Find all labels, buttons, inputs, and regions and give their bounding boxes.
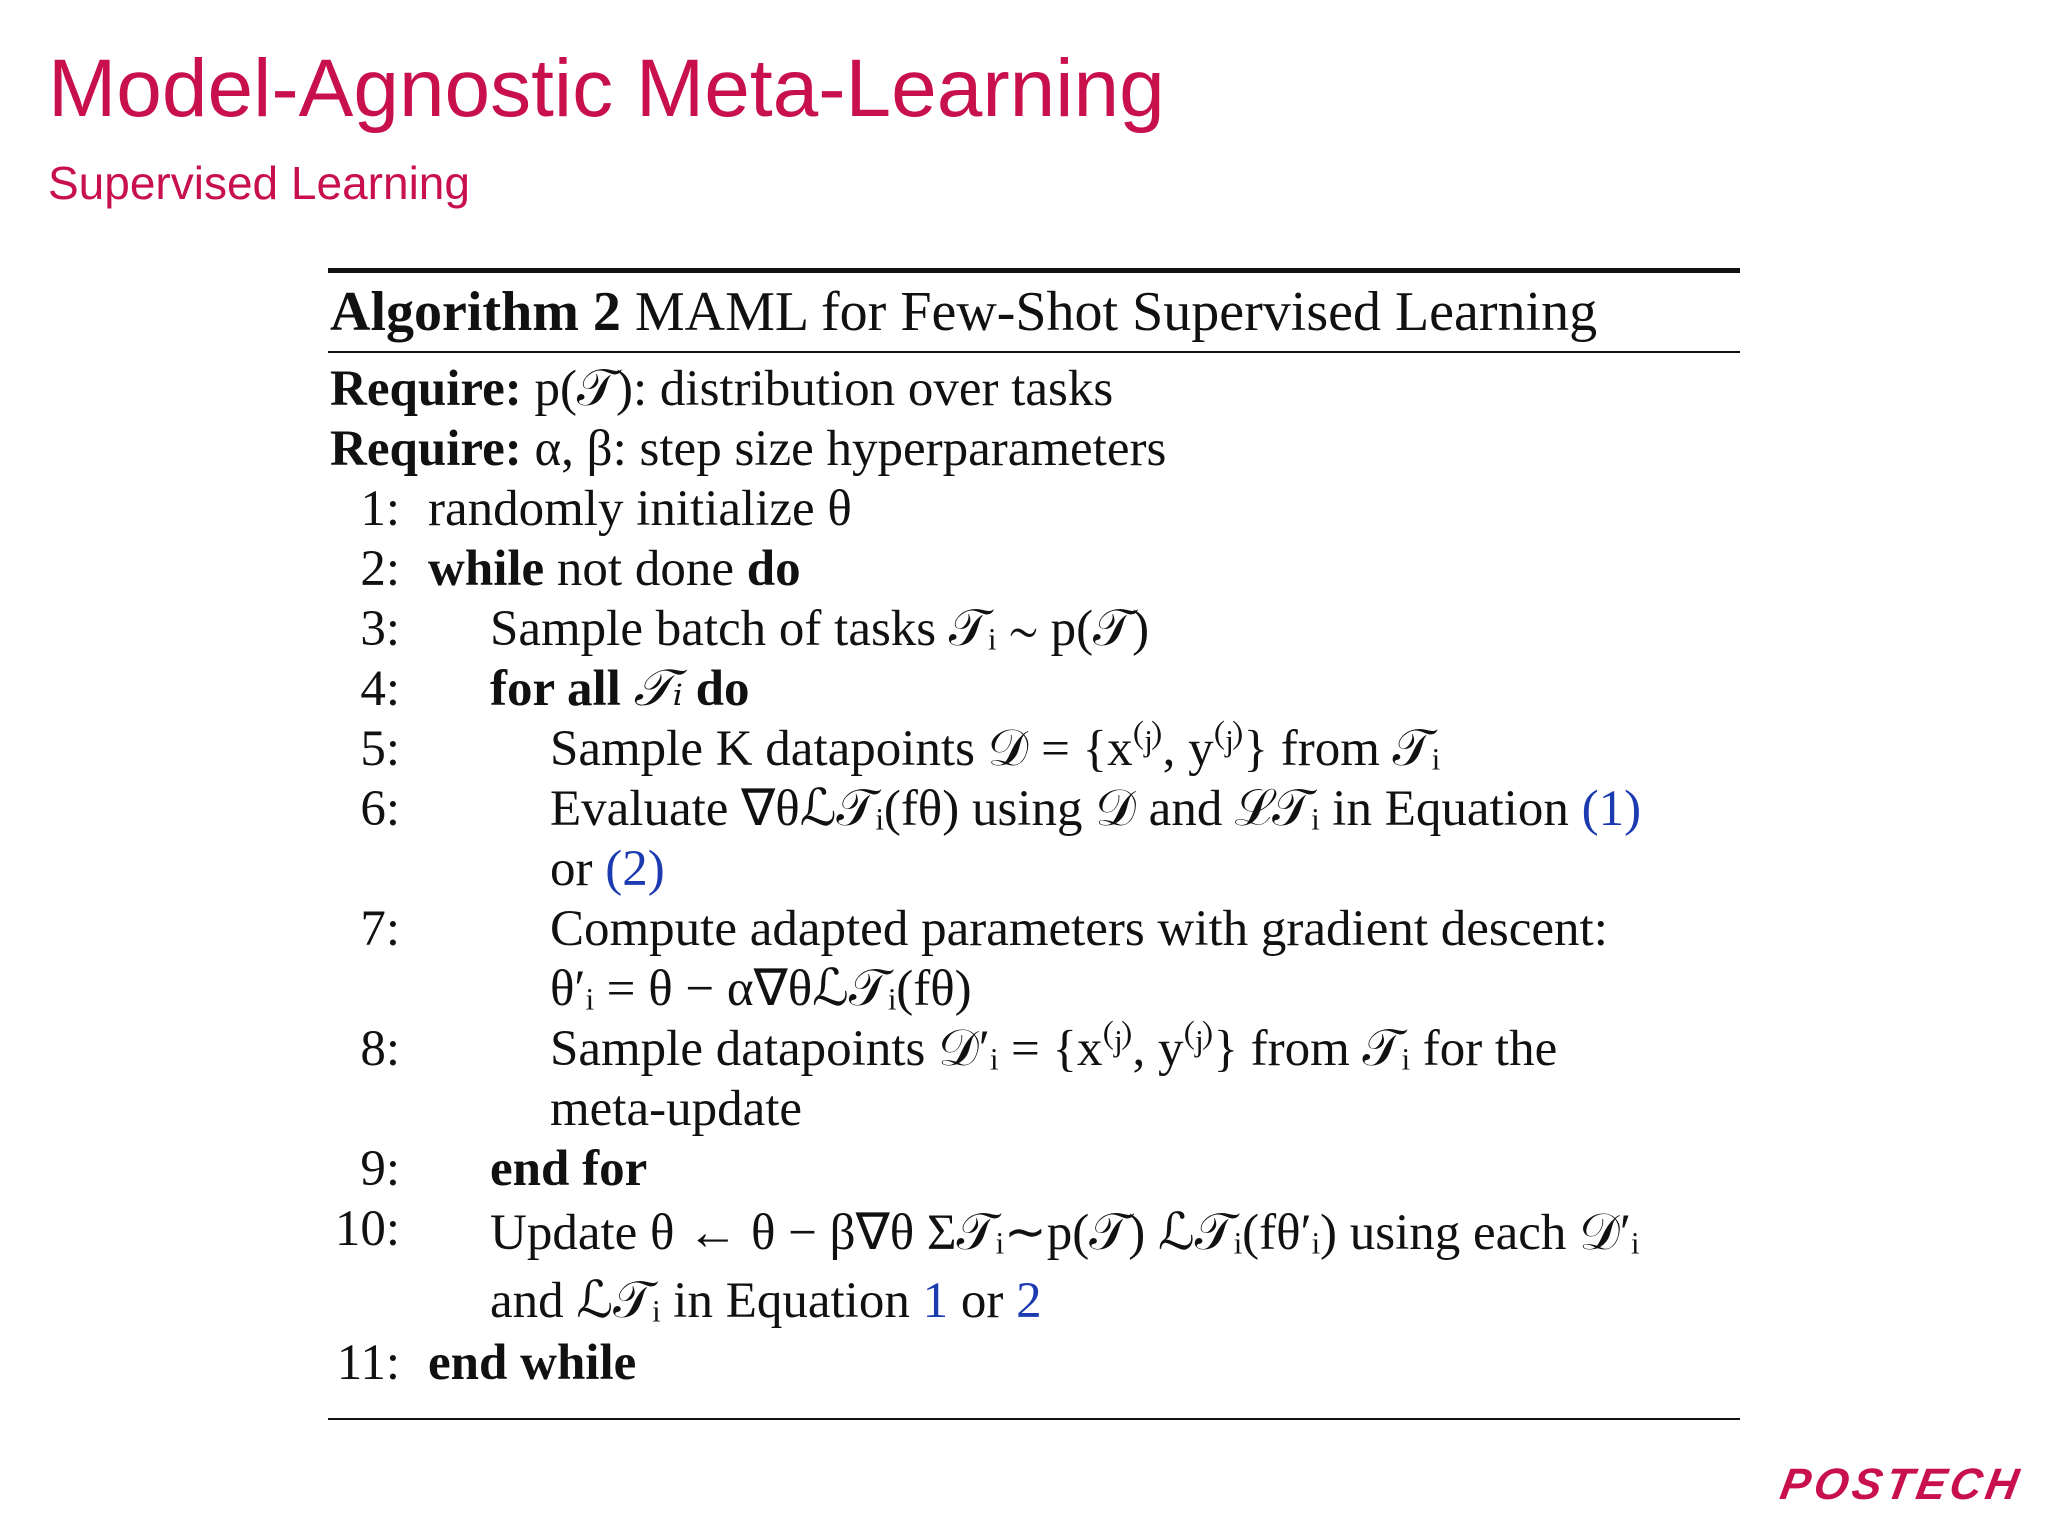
algo-line-10 bbox=[328, 1199, 1740, 1333]
line-text: randomly initialize θ bbox=[428, 481, 852, 537]
algo-line-3 bbox=[328, 599, 1740, 659]
keyword-end-for: end for bbox=[490, 1141, 648, 1197]
line-6-continuation: or bbox=[550, 841, 593, 897]
require-label: Require: bbox=[330, 421, 522, 477]
line-6-text: Evaluate ∇θℒ𝒯ᵢ(fθ) using 𝒟 and ℒ𝒯ᵢ in Equation bbox=[550, 781, 1569, 837]
bottom-rule bbox=[328, 1418, 1740, 1420]
line-10-text: Update θ ← θ − β∇θ Σ𝒯ᵢ∼p(𝒯) ℒ𝒯ᵢ(fθ′ᵢ) using each 𝒟′ᵢ bbox=[490, 1205, 1640, 1261]
line-8-text: Sample datapoints 𝒟′ᵢ = {x⁽ʲ⁾, y⁽ʲ⁾} from 𝒯ᵢ for the bbox=[550, 1021, 1558, 1077]
loop-condition: not done bbox=[556, 541, 734, 597]
algo-line-1 bbox=[328, 479, 1740, 539]
algorithm-box bbox=[328, 268, 1740, 1393]
equation-ref-2[interactable]: 2 bbox=[1016, 1273, 1042, 1329]
line-number: 7: bbox=[360, 901, 400, 957]
line-text bbox=[550, 1019, 1557, 1139]
algorithm-label: Algorithm 2 bbox=[330, 281, 621, 343]
keyword-do: do bbox=[746, 541, 801, 597]
line-text: Sample batch of tasks 𝒯ᵢ ∼ p(𝒯) bbox=[490, 601, 1150, 657]
line-number: 1: bbox=[360, 481, 400, 537]
task-symbol: 𝒯ᵢ bbox=[633, 659, 683, 718]
algorithm-name: MAML for Few-Shot Supervised Learning bbox=[634, 281, 1598, 343]
require-text-1: p(𝒯): distribution over tasks bbox=[534, 361, 1114, 417]
line-text bbox=[428, 539, 801, 599]
line-8-continuation: meta-update bbox=[550, 1081, 803, 1137]
require-text-2: α, β: step size hyperparameters bbox=[534, 421, 1167, 477]
algo-line-6 bbox=[328, 779, 1740, 899]
algo-line-4 bbox=[328, 659, 1740, 719]
line-text bbox=[550, 779, 1641, 899]
line-number: 4: bbox=[360, 661, 400, 717]
postech-logo: POSTECH bbox=[1777, 1460, 2027, 1509]
equation-ref-1[interactable]: (1) bbox=[1581, 781, 1642, 837]
line-text bbox=[550, 899, 1608, 1019]
equation-ref-2[interactable]: (2) bbox=[605, 841, 665, 897]
line-number: 6: bbox=[360, 781, 400, 837]
algorithm-caption bbox=[328, 273, 1740, 351]
line-number: 8: bbox=[360, 1021, 400, 1077]
line-7-equation: θ′ᵢ = θ − α∇θℒ𝒯ᵢ(fθ) bbox=[550, 961, 972, 1017]
line-7-text: Compute adapted parameters with gradient descent: bbox=[550, 901, 1608, 957]
line-number: 11: bbox=[336, 1335, 400, 1391]
keyword-for-all: for all bbox=[490, 661, 621, 717]
algo-line-9 bbox=[328, 1139, 1740, 1199]
line-10-continuation: and ℒ𝒯ᵢ in Equation bbox=[490, 1273, 910, 1329]
line-number: 2: bbox=[360, 541, 400, 597]
algo-line-5 bbox=[328, 719, 1740, 779]
line-number: 3: bbox=[360, 601, 400, 657]
require-label: Require: bbox=[330, 361, 522, 417]
line-10-or: or bbox=[960, 1273, 1004, 1329]
equation-ref-1[interactable]: 1 bbox=[922, 1273, 949, 1329]
line-number: 5: bbox=[360, 721, 400, 777]
line-text bbox=[490, 1199, 1639, 1335]
line-text bbox=[490, 659, 750, 719]
algo-line-7 bbox=[328, 899, 1740, 1019]
line-text: Sample K datapoints 𝒟 = {x⁽ʲ⁾, y⁽ʲ⁾} from 𝒯ᵢ bbox=[550, 721, 1441, 777]
algorithm-body bbox=[328, 353, 1740, 1393]
keyword-end-while: end while bbox=[428, 1335, 637, 1391]
require-line-1 bbox=[328, 359, 1740, 419]
line-number: 9: bbox=[360, 1141, 400, 1197]
algo-line-11 bbox=[328, 1333, 1740, 1393]
keyword-while: while bbox=[428, 541, 545, 597]
keyword-do: do bbox=[695, 661, 750, 717]
algo-line-2 bbox=[328, 539, 1740, 599]
line-number: 10: bbox=[334, 1201, 400, 1257]
slide-subtitle: Supervised Learning bbox=[48, 157, 470, 209]
require-line-2 bbox=[328, 419, 1740, 479]
algo-line-8 bbox=[328, 1019, 1740, 1139]
slide-title: Model-Agnostic Meta-Learning bbox=[48, 43, 1165, 134]
